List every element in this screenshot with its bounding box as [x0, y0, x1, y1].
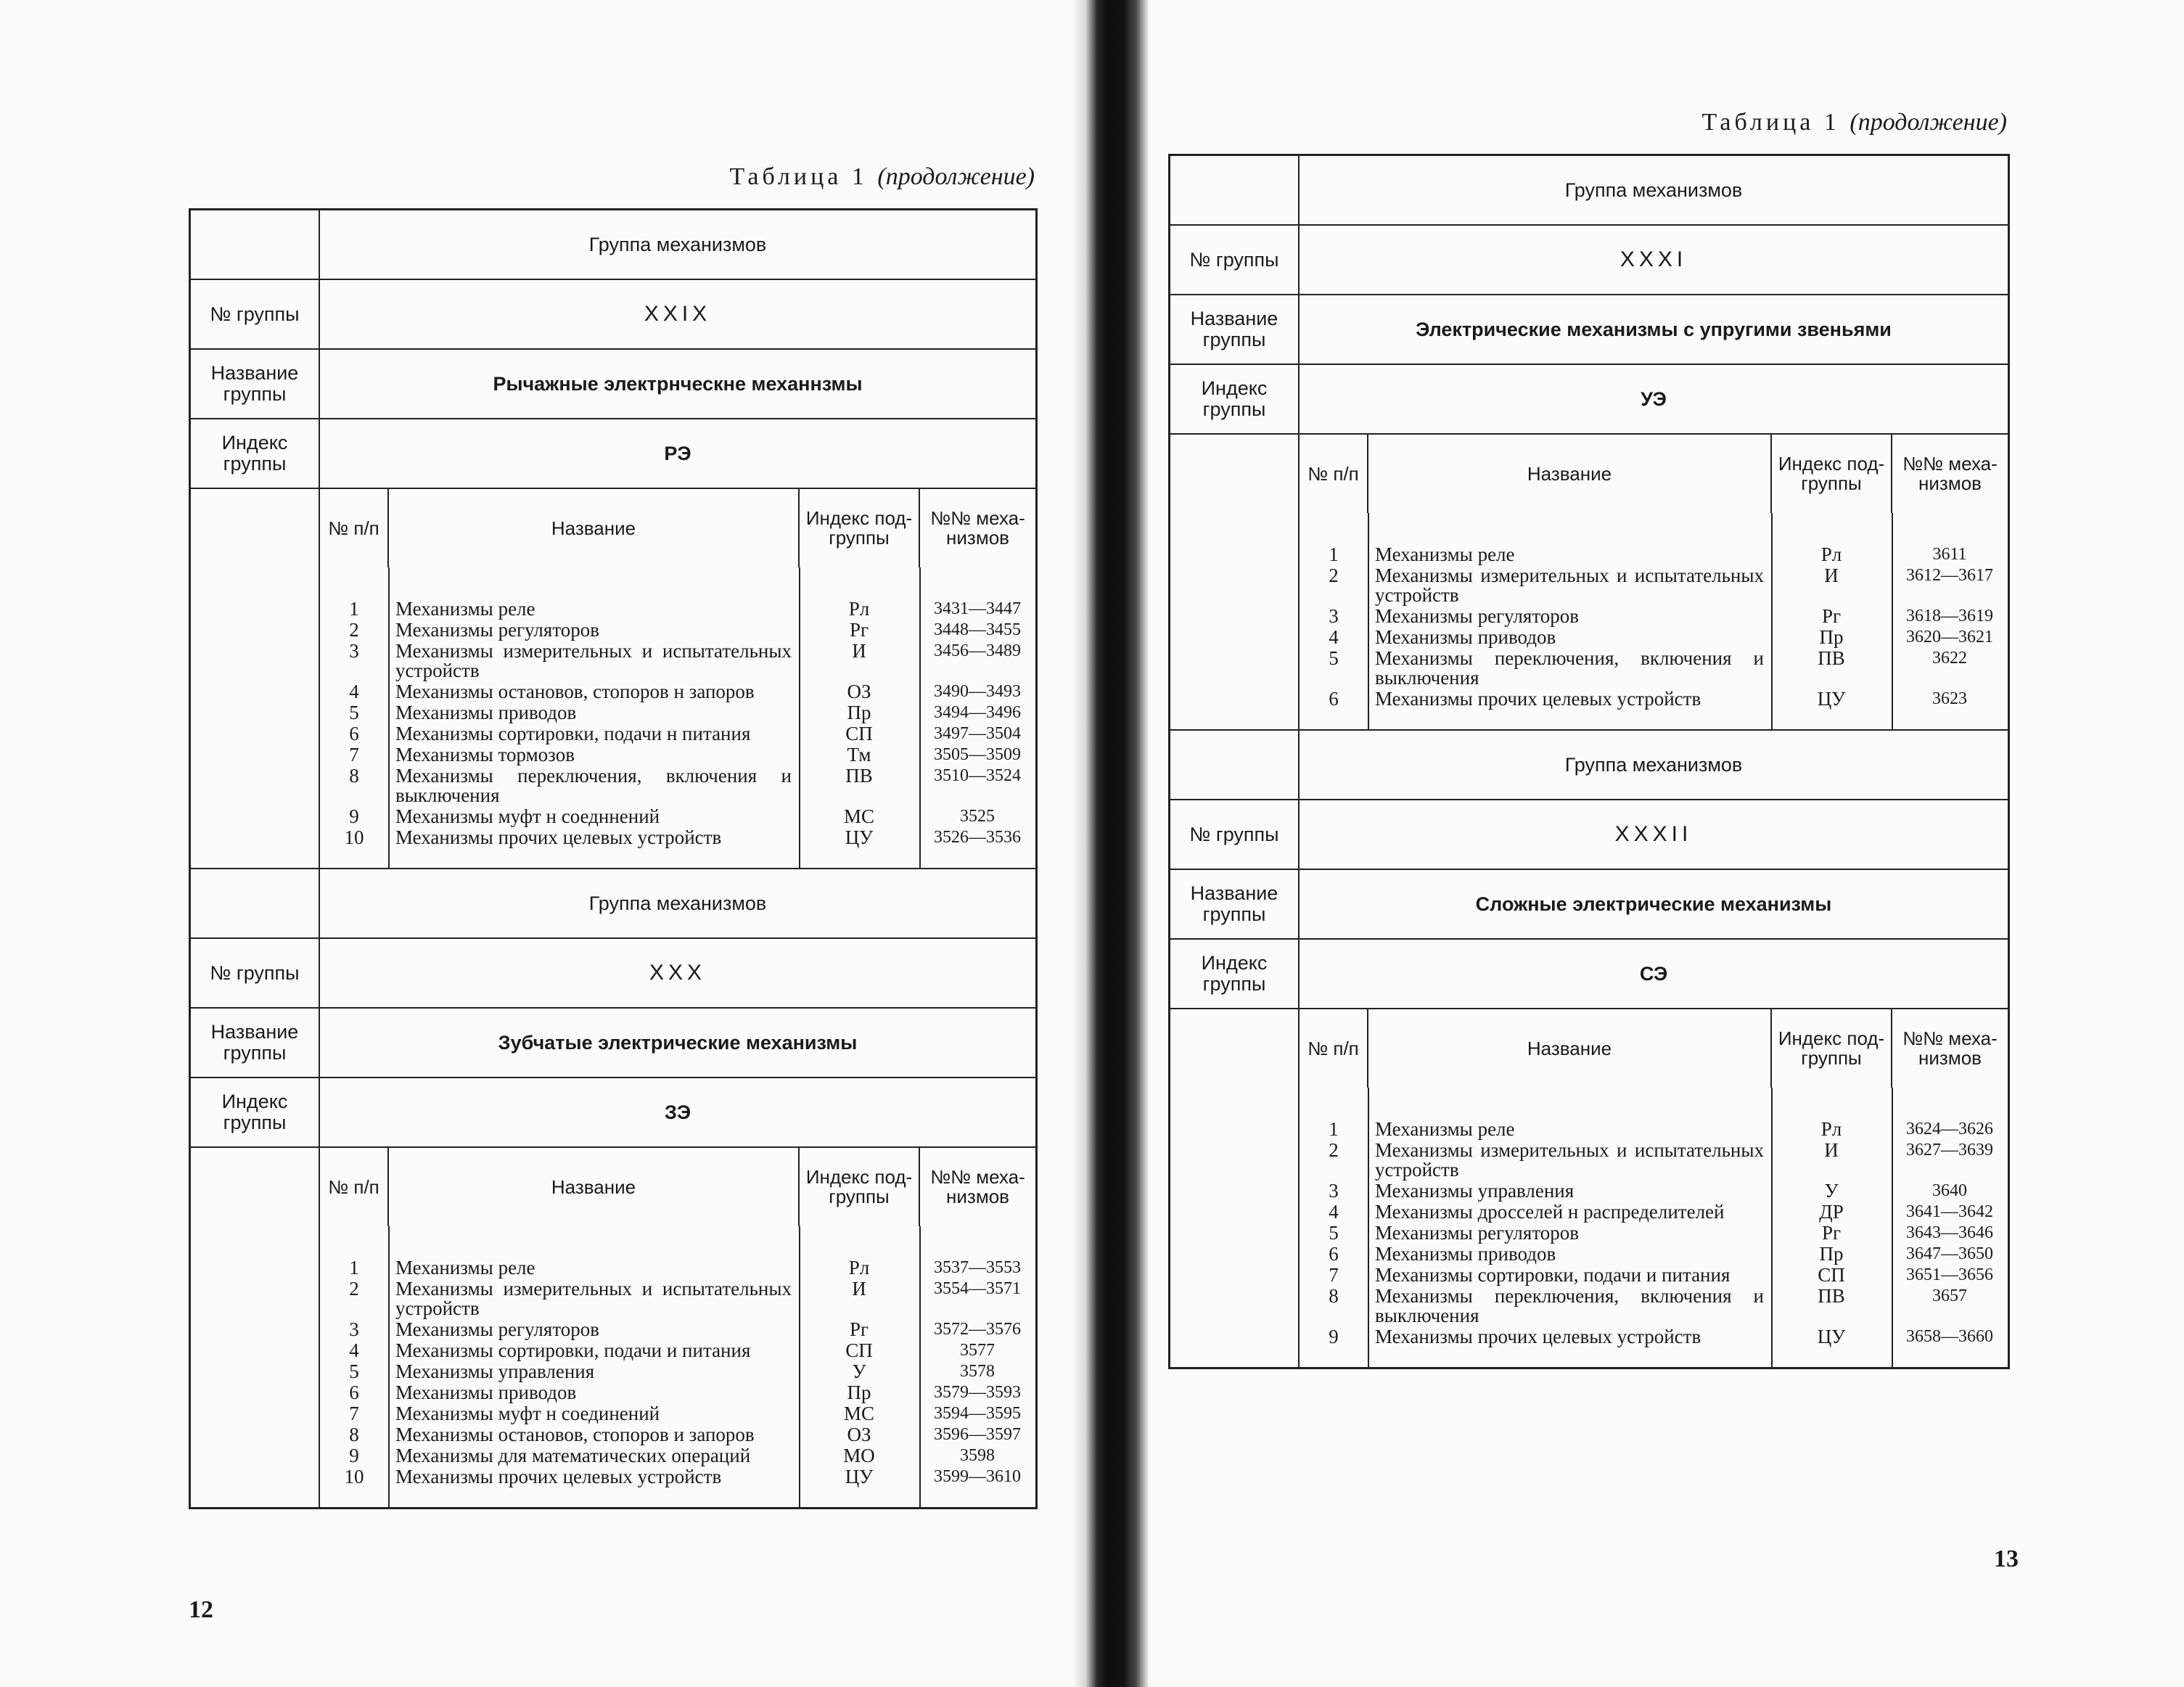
item-mechanisms: 3612—3617 — [1906, 566, 1993, 585]
item-number: 5 — [349, 702, 359, 723]
item-number: 7 — [349, 744, 359, 765]
item-name: Механизмы управления — [395, 1360, 595, 1382]
group-header-label: № группы — [1170, 800, 1300, 869]
item-name: Механизмы реле — [1375, 543, 1515, 565]
group-number: XXXI — [1299, 225, 2009, 295]
empty-side-cell — [1170, 1009, 1300, 1368]
item-mechanisms: 3658—3660 — [1906, 1327, 1993, 1346]
item-number: 3 — [349, 1318, 359, 1340]
subgroup-table — [320, 1148, 1035, 1507]
item-number: 4 — [1329, 626, 1339, 648]
group-header-label: Индекс группы — [190, 1078, 320, 1147]
column-rule — [1892, 1088, 1893, 1367]
subgroup-section — [1170, 1009, 2009, 1368]
group-header-label: Индекс группы — [190, 419, 320, 488]
subgroup-section — [190, 1147, 1037, 1509]
column-header-subindex: Индекс под-группы — [799, 1148, 919, 1226]
item-mechanisms: 3618—3619 — [1906, 607, 1993, 625]
item-name: Механизмы прочих целевых устройств — [1375, 688, 1701, 710]
column-rule — [1892, 513, 1893, 729]
item-number: 9 — [1329, 1326, 1339, 1347]
item-subindex: ДР — [1819, 1201, 1844, 1223]
list-item — [1300, 545, 2008, 565]
item-mechanisms: 3572—3576 — [934, 1320, 1021, 1339]
item-mechanisms: 3647—3650 — [1906, 1244, 1993, 1263]
page-number-left: 12 — [189, 1596, 213, 1623]
items-row — [1300, 1088, 2008, 1367]
group-header-row — [190, 869, 1037, 938]
group-header-label: Название группы — [190, 349, 320, 419]
item-subindex: ПВ — [1818, 1285, 1845, 1307]
list-item — [320, 1320, 1035, 1339]
item-number: 7 — [1329, 1264, 1339, 1286]
item-mechanisms: 3657 — [1932, 1286, 1967, 1305]
group-header-label: № группы — [190, 938, 320, 1008]
item-number: 1 — [1329, 1118, 1339, 1140]
item-subindex: Рл — [848, 1257, 870, 1278]
item-number: 4 — [1329, 1201, 1339, 1223]
column-rule — [388, 567, 390, 868]
group-of-mechanisms-heading: Группа механизмов — [319, 210, 1037, 280]
item-name: Механизмы тормозов — [395, 744, 575, 765]
item-mechanisms: 3624—3626 — [1906, 1120, 1993, 1138]
item-number: 8 — [1329, 1285, 1339, 1307]
group-number: XXX — [319, 938, 1037, 1008]
group-header-row — [1170, 364, 2009, 434]
item-subindex: ОЗ — [847, 681, 871, 702]
item-number: 3 — [1329, 1180, 1339, 1202]
list-item — [1300, 1202, 2008, 1222]
group-header-row — [190, 1078, 1037, 1147]
group-number: XXXII — [1299, 800, 2009, 869]
list-item — [320, 682, 1035, 702]
item-subindex: Пр — [847, 702, 871, 723]
item-mechanisms: 3599—3610 — [934, 1467, 1021, 1486]
group-header-row — [190, 279, 1037, 349]
subgroup-section — [1170, 434, 2009, 730]
list-item — [320, 766, 1035, 805]
group-header-label: Название группы — [1170, 869, 1300, 939]
list-item — [320, 703, 1035, 723]
item-subindex: ЦУ — [1817, 688, 1846, 710]
item-subindex: ПВ — [1818, 647, 1845, 669]
items-list — [320, 599, 1035, 847]
group-header-row — [190, 938, 1037, 1008]
group-header-row — [1170, 800, 2009, 869]
item-number: 9 — [349, 805, 359, 827]
item-name: Механизмы измерительных и испытательных устройств — [1375, 1139, 1764, 1181]
list-item — [1300, 1327, 2008, 1347]
empty-side-cell — [190, 488, 320, 869]
item-name: Механизмы сортировки, подачи и питания — [1375, 1264, 1731, 1286]
item-name: Механизмы приводов — [1375, 1243, 1556, 1265]
item-number: 5 — [1329, 647, 1339, 669]
column-header-name: Название — [388, 1148, 799, 1226]
item-name: Механизмы переключения, включения и выключения — [395, 765, 792, 806]
list-item — [1300, 689, 2008, 709]
item-name: Механизмы измерительных и испытательных устройств — [1375, 565, 1764, 606]
item-number: 9 — [349, 1445, 359, 1466]
group-of-mechanisms-heading: Группа механизмов — [319, 869, 1037, 938]
list-item — [320, 1383, 1035, 1403]
items-body — [1300, 513, 2008, 729]
item-number: 1 — [1329, 543, 1339, 565]
column-rule — [799, 567, 800, 868]
item-mechanisms: 3623 — [1932, 689, 1967, 708]
list-item — [1300, 607, 2008, 626]
group-header-label — [190, 869, 320, 938]
subgroup-table-cell — [319, 1147, 1037, 1509]
item-subindex: Рл — [1820, 1118, 1842, 1140]
group-header-label: Название группы — [190, 1008, 320, 1078]
mechanisms-table — [189, 208, 1038, 1509]
item-subindex: ПВ — [845, 765, 873, 787]
item-name: Механизмы для математических операций — [395, 1445, 751, 1466]
item-name: Механизмы остановов, стопоров и запоров — [395, 1424, 755, 1445]
item-mechanisms: 3526—3536 — [934, 828, 1021, 847]
item-subindex: СП — [845, 723, 873, 744]
column-rule — [1368, 513, 1369, 729]
item-subindex: МО — [843, 1445, 875, 1466]
group-header-row — [190, 349, 1037, 419]
item-mechanisms: 3641—3642 — [1906, 1202, 1993, 1221]
item-subindex: Рл — [1820, 543, 1842, 565]
group-header-row — [1170, 869, 2009, 939]
column-rule — [919, 567, 921, 868]
item-subindex: И — [1824, 565, 1839, 586]
list-item — [320, 1362, 1035, 1382]
items-row — [320, 567, 1035, 868]
item-name: Механизмы регуляторов — [395, 1318, 600, 1340]
item-subindex: Тм — [847, 744, 871, 765]
column-rule — [1368, 1088, 1369, 1367]
caption-title: Таблица 1 — [1701, 109, 1840, 136]
items-row — [1300, 513, 2008, 729]
item-subindex: Рг — [1821, 1222, 1842, 1244]
group-header-row — [1170, 939, 2009, 1009]
items-list — [320, 1258, 1035, 1487]
item-name: Механизмы регуляторов — [395, 619, 600, 641]
caption-continued: (продолжение) — [877, 163, 1035, 190]
item-subindex: У — [1824, 1180, 1839, 1202]
item-subindex: ЦУ — [845, 826, 874, 848]
item-mechanisms: 3643—3646 — [1906, 1223, 1993, 1242]
item-mechanisms: 3577 — [960, 1341, 995, 1360]
list-item — [320, 745, 1035, 765]
item-mechanisms: 3505—3509 — [934, 745, 1021, 764]
subgroup-table-cell — [319, 488, 1037, 869]
list-item — [320, 1258, 1035, 1278]
subgroup-table — [1300, 1009, 2008, 1367]
list-item — [1300, 1223, 2008, 1243]
column-header-row — [320, 1148, 1035, 1226]
group-header-label: Индекс группы — [1170, 939, 1300, 1009]
subgroup-table — [1300, 435, 2008, 729]
item-name: Механизмы измерительных и испытательных устройств — [395, 640, 792, 681]
item-number: 6 — [1329, 1243, 1339, 1265]
column-header-number: № п/п — [328, 1175, 379, 1198]
item-mechanisms: 3611 — [1932, 545, 1967, 564]
item-name: Механизмы регуляторов — [1375, 605, 1580, 627]
item-number: 4 — [349, 681, 359, 702]
column-header-mechanisms: №№ меха-низмов — [919, 1148, 1035, 1226]
item-subindex: ЦУ — [1817, 1326, 1846, 1347]
group-name: Зубчатые электрические механизмы — [319, 1008, 1037, 1078]
item-number: 6 — [1329, 688, 1339, 710]
column-header-name: Название — [1368, 1009, 1771, 1088]
item-subindex: Рг — [1821, 605, 1842, 627]
column-rule — [388, 1226, 390, 1507]
list-item — [1300, 1181, 2008, 1201]
subgroup-table-cell — [1299, 434, 2009, 730]
list-item — [320, 1446, 1035, 1466]
list-item — [1300, 628, 2008, 647]
subgroup-table-cell — [1299, 1009, 2009, 1368]
column-header-row — [320, 489, 1035, 567]
item-subindex: МС — [843, 1403, 875, 1424]
group-name: Электрические механизмы с упругими звеньями — [1299, 295, 2009, 364]
empty-side-cell — [1170, 434, 1300, 730]
items-body — [320, 567, 1035, 868]
table-caption — [1168, 109, 2010, 136]
group-number: XXIX — [319, 279, 1037, 349]
items-body — [1300, 1088, 2008, 1367]
group-header-row — [190, 419, 1037, 488]
item-number: 3 — [349, 640, 359, 662]
column-header-name: Название — [388, 489, 799, 567]
item-name: Механизмы сортировки, подачи н питания — [395, 723, 751, 744]
item-name: Механизмы переключения, включения и выключения — [1375, 1285, 1764, 1326]
item-number: 1 — [349, 598, 359, 620]
item-number: 8 — [349, 1424, 359, 1445]
group-index: ЗЭ — [319, 1078, 1037, 1147]
list-item — [320, 807, 1035, 826]
item-subindex: Пр — [1819, 626, 1844, 648]
item-name: Механизмы прочих целевых устройств — [1375, 1326, 1701, 1347]
items-list — [1300, 1120, 2008, 1347]
list-item — [1300, 1120, 2008, 1139]
item-mechanisms: 3627—3639 — [1906, 1141, 1993, 1159]
list-item — [320, 1279, 1035, 1318]
group-index: УЭ — [1299, 364, 2009, 434]
item-subindex: ОЗ — [847, 1424, 871, 1445]
page-number-right: 13 — [1994, 1546, 2019, 1572]
item-subindex: И — [852, 1278, 866, 1300]
item-subindex: МС — [843, 805, 875, 827]
column-header-name: Название — [1368, 435, 1771, 513]
item-mechanisms: 3510—3524 — [934, 766, 1021, 785]
column-header-subindex: Индекс под-группы — [1771, 1009, 1892, 1088]
list-item — [320, 1467, 1035, 1487]
item-mechanisms: 3640 — [1932, 1181, 1967, 1200]
table-caption — [189, 163, 1038, 191]
subgroup-table — [320, 489, 1035, 868]
item-name: Механизмы приводов — [395, 1382, 577, 1403]
item-subindex: Пр — [1819, 1243, 1844, 1265]
group-header-row — [190, 1008, 1037, 1078]
item-number: 10 — [344, 826, 364, 848]
list-item — [320, 1404, 1035, 1424]
items-body — [320, 1226, 1035, 1507]
item-subindex: Пр — [847, 1382, 871, 1403]
item-subindex: ЦУ — [845, 1466, 874, 1487]
item-number: 6 — [349, 1382, 359, 1403]
item-subindex: Рг — [849, 1318, 869, 1340]
item-name: Механизмы реле — [395, 1257, 535, 1278]
list-item — [320, 724, 1035, 744]
item-name: Механизмы остановов, стопоров н запоров — [395, 681, 755, 702]
item-mechanisms: 3651—3656 — [1906, 1265, 1993, 1284]
item-subindex: Рл — [848, 598, 870, 620]
subgroup-section — [190, 488, 1037, 869]
item-number: 10 — [344, 1466, 364, 1487]
item-number: 2 — [1329, 565, 1339, 586]
item-mechanisms: 3525 — [960, 807, 995, 826]
list-item — [1300, 1141, 2008, 1180]
column-header-mechanisms: №№ меха-низмов — [919, 489, 1035, 567]
item-name: Механизмы реле — [1375, 1118, 1515, 1140]
item-mechanisms: 3554—3571 — [934, 1279, 1021, 1298]
column-header-mechanisms: №№ меха-низмов — [1892, 435, 2008, 513]
item-name: Механизмы регуляторов — [1375, 1222, 1580, 1244]
group-of-mechanisms-heading: Группа механизмов — [1299, 155, 2009, 226]
list-item — [1300, 1286, 2008, 1326]
item-number: 5 — [349, 1360, 359, 1382]
right-page — [1168, 109, 2010, 1369]
list-item — [320, 641, 1035, 681]
group-header-label — [190, 210, 320, 280]
group-header-row — [1170, 225, 2009, 295]
item-mechanisms: 3579—3593 — [934, 1383, 1021, 1402]
item-name: Механизмы приводов — [1375, 626, 1556, 648]
empty-side-cell — [190, 1147, 320, 1509]
item-mechanisms: 3598 — [960, 1446, 995, 1465]
column-header-number: № п/п — [1307, 1037, 1359, 1059]
group-header-row — [1170, 155, 2009, 226]
item-number: 4 — [349, 1339, 359, 1361]
left-page — [189, 163, 1038, 1509]
item-name: Механизмы реле — [395, 598, 535, 620]
column-header-row — [1300, 1009, 2008, 1088]
item-name: Механизмы сортировки, подачи и питания — [395, 1339, 751, 1361]
item-number: 1 — [349, 1257, 359, 1278]
item-number: 5 — [1329, 1222, 1339, 1244]
item-mechanisms: 3578 — [960, 1362, 995, 1381]
caption-continued: (продолжение) — [1850, 109, 2007, 136]
group-header-label: № группы — [190, 279, 320, 349]
item-name: Механизмы управления — [1375, 1180, 1575, 1202]
group-header-row — [190, 210, 1037, 280]
group-index: РЭ — [319, 419, 1037, 488]
item-mechanisms: 3497—3504 — [934, 724, 1021, 743]
column-rule — [919, 1226, 921, 1507]
item-name: Механизмы муфт н соедннений — [395, 805, 660, 827]
item-number: 8 — [349, 765, 359, 787]
item-subindex: Рг — [849, 619, 869, 641]
item-mechanisms: 3494—3496 — [934, 703, 1021, 722]
list-item — [1300, 1244, 2008, 1264]
column-header-number: № п/п — [328, 517, 379, 539]
group-header-label — [1170, 155, 1300, 226]
caption-title: Таблица 1 — [729, 163, 868, 190]
group-header-label: Название группы — [1170, 295, 1300, 364]
item-mechanisms: 3594—3595 — [934, 1404, 1021, 1423]
item-subindex: И — [1824, 1139, 1839, 1161]
group-of-mechanisms-heading: Группа механизмов — [1299, 730, 2009, 800]
list-item — [320, 599, 1035, 619]
item-mechanisms: 3620—3621 — [1906, 628, 1993, 647]
item-name: Механизмы измерительных и испытательных устройств — [395, 1278, 792, 1319]
item-name: Механизмы дросселей н распределителей — [1375, 1201, 1725, 1223]
group-header-row — [1170, 295, 2009, 364]
mechanisms-table — [1168, 154, 2010, 1369]
item-mechanisms: 3456—3489 — [934, 641, 1021, 660]
item-subindex: СП — [845, 1339, 873, 1361]
column-rule — [1771, 1088, 1773, 1367]
list-item — [1300, 1265, 2008, 1285]
item-name: Механизмы переключения, включения и выключения — [1375, 647, 1764, 689]
group-index: СЭ — [1299, 939, 2009, 1009]
item-mechanisms: 3490—3493 — [934, 682, 1021, 701]
book-spine-shadow — [1072, 0, 1149, 1687]
item-subindex: СП — [1818, 1264, 1845, 1286]
item-name: Механизмы муфт н соединений — [395, 1403, 660, 1424]
item-mechanisms: 3622 — [1932, 649, 1967, 668]
item-mechanisms: 3431—3447 — [934, 599, 1021, 618]
group-header-row — [1170, 730, 2009, 800]
list-item — [1300, 566, 2008, 605]
list-item — [320, 1425, 1035, 1445]
item-name: Механизмы приводов — [395, 702, 577, 723]
item-number: 6 — [349, 723, 359, 744]
column-header-subindex: Индекс под-группы — [799, 489, 919, 567]
list-item — [1300, 649, 2008, 688]
item-number: 2 — [1329, 1139, 1339, 1161]
column-header-row — [1300, 435, 2008, 513]
item-subindex: И — [852, 640, 866, 662]
item-number: 2 — [349, 619, 359, 641]
item-subindex: У — [852, 1360, 866, 1382]
column-rule — [799, 1226, 800, 1507]
list-item — [320, 828, 1035, 847]
group-header-label — [1170, 730, 1300, 800]
column-header-mechanisms: №№ меха-низмов — [1892, 1009, 2008, 1088]
item-name: Механизмы прочих целевых устройств — [395, 826, 722, 848]
column-header-number: № п/п — [1307, 462, 1359, 485]
group-header-label: Индекс группы — [1170, 364, 1300, 434]
group-name: Рычажные электрнческне механнзмы — [319, 349, 1037, 419]
item-name: Механизмы прочих целевых устройств — [395, 1466, 722, 1487]
item-number: 2 — [349, 1278, 359, 1300]
items-row — [320, 1226, 1035, 1507]
item-mechanisms: 3537—3553 — [934, 1258, 1021, 1277]
column-rule — [1771, 513, 1773, 729]
items-list — [1300, 545, 2008, 709]
group-header-label: № группы — [1170, 225, 1300, 295]
item-number: 7 — [349, 1403, 359, 1424]
item-mechanisms: 3448—3455 — [934, 620, 1021, 639]
list-item — [320, 620, 1035, 640]
item-mechanisms: 3596—3597 — [934, 1425, 1021, 1444]
item-number: 3 — [1329, 605, 1339, 627]
group-name: Сложные электрические механизмы — [1299, 869, 2009, 939]
list-item — [320, 1341, 1035, 1360]
column-header-subindex: Индекс под-группы — [1771, 435, 1892, 513]
